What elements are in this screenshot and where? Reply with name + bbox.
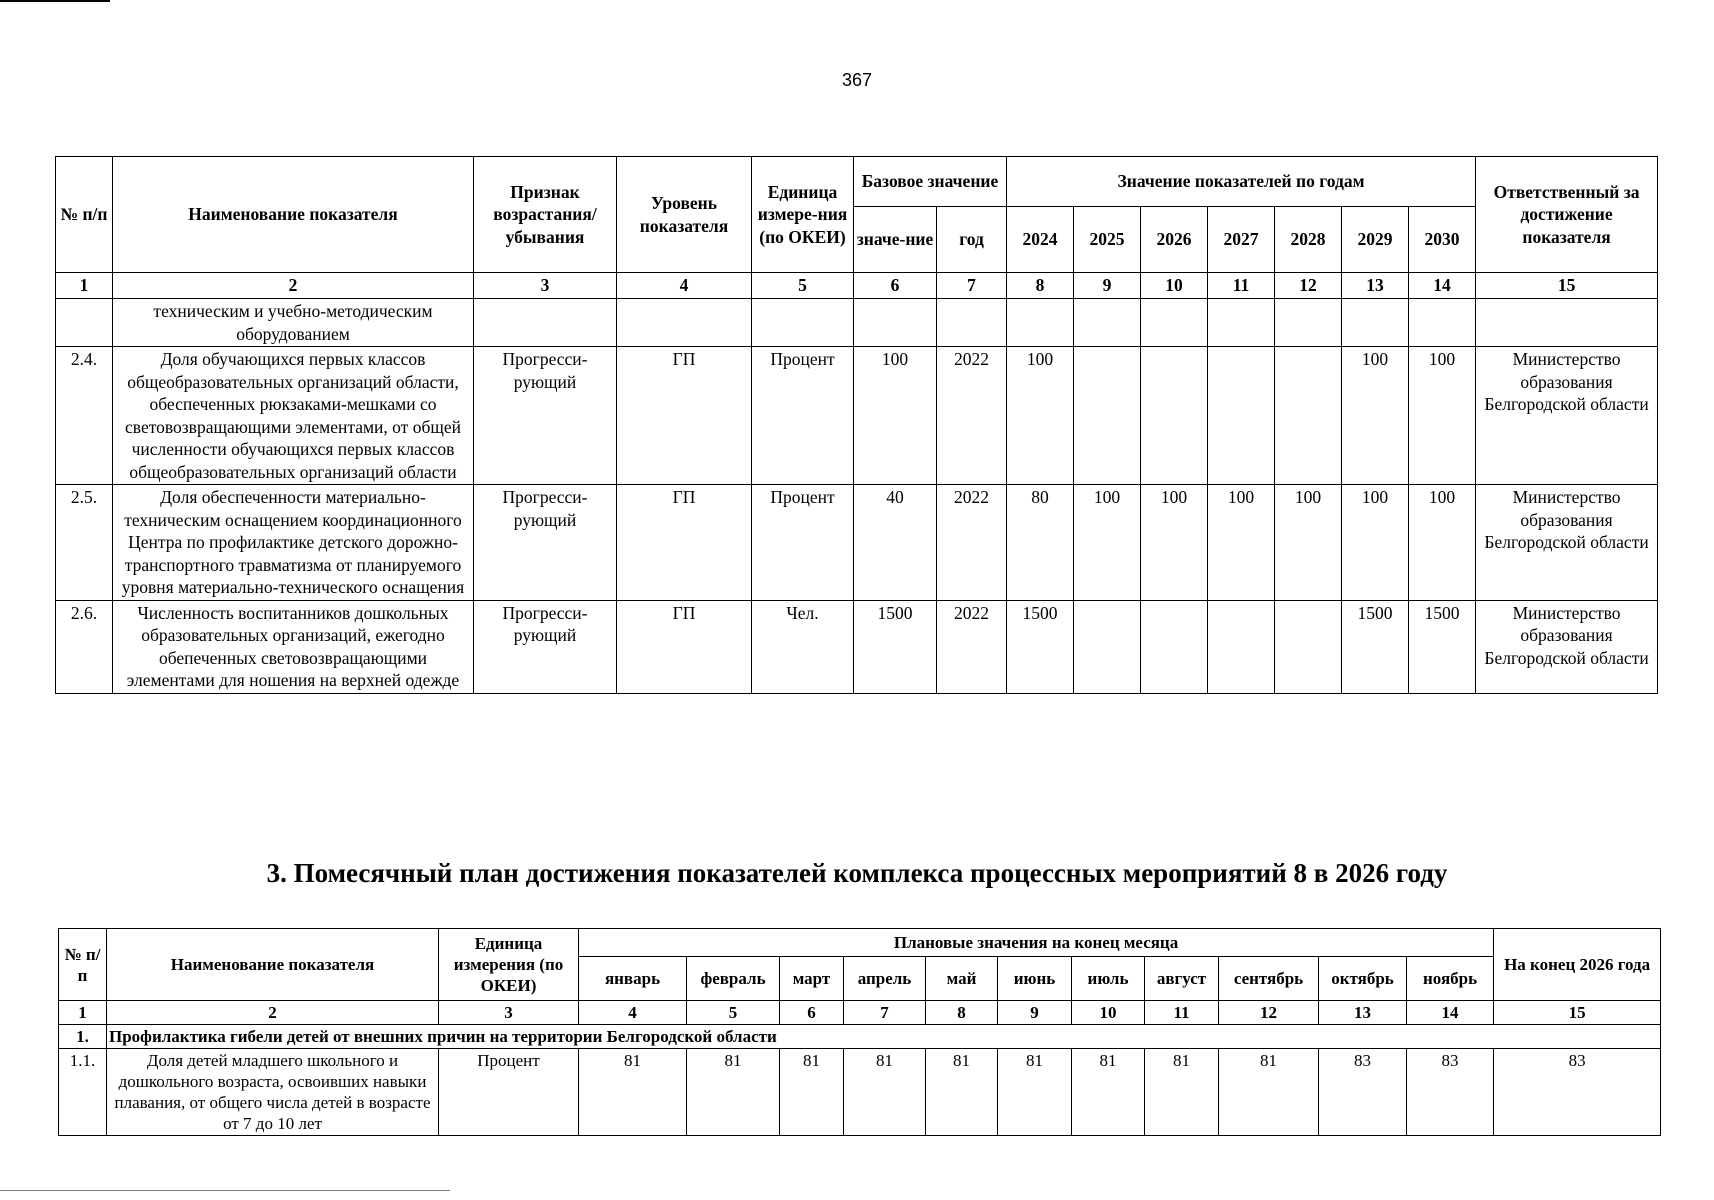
- row-2030: 100: [1409, 347, 1476, 485]
- header-base-year: год: [937, 207, 1007, 273]
- row-unit: Процент: [752, 485, 854, 601]
- row-name: Доля обучающихся первых классов общеобразовательных организаций области, обеспеченных рюкзаками-мешками со световозвращающими элементами, от общей численности обучающихся первых классов общеобразовательных организаций области: [113, 347, 474, 485]
- row-2024: 80: [1007, 485, 1074, 601]
- row-trend: Прогресси-рующий: [474, 600, 617, 693]
- header-month: сентябрь: [1219, 957, 1319, 1001]
- row-base-value: 40: [854, 485, 937, 601]
- row-num: 2.5.: [56, 485, 113, 601]
- column-number: 14: [1407, 1001, 1494, 1025]
- column-number: 2: [107, 1001, 439, 1025]
- monthly-plan-table: [58, 928, 1661, 1136]
- header-unit: Единица измерения (по ОКЕИ): [439, 929, 579, 1001]
- row-2029: 100: [1342, 485, 1409, 601]
- row-2028: [1275, 600, 1342, 693]
- scan-edge-mark: [0, 0, 110, 2]
- row-num: 2.4.: [56, 347, 113, 485]
- column-number: 8: [926, 1001, 998, 1025]
- indicators-table: [55, 156, 1658, 694]
- row-2028: 100: [1275, 485, 1342, 601]
- column-number: 9: [1074, 273, 1141, 299]
- row-num: 1.1.: [59, 1049, 107, 1136]
- row-base-year: 2022: [937, 600, 1007, 693]
- row-unit: Чел.: [752, 600, 854, 693]
- header-year: 2024: [1007, 207, 1074, 273]
- row-month-value: 81: [687, 1049, 780, 1136]
- row-2024: 1500: [1007, 600, 1074, 693]
- header-responsible: Ответственный за достижение показателя: [1476, 157, 1658, 273]
- row-2025: [1074, 347, 1141, 485]
- table-row: [56, 485, 1658, 601]
- row-trend: Прогресси-рующий: [474, 347, 617, 485]
- header-unit: Единица измере-ния (по ОКЕИ): [752, 157, 854, 273]
- column-number: 5: [687, 1001, 780, 1025]
- header-base-value: значе-ние: [854, 207, 937, 273]
- row-name: Доля обеспеченности материально-техническим оснащением координационного Центра по профилактике детского дорожно-транспортного травматизма от планируемого уровня материально-технического оснащения: [113, 485, 474, 601]
- header-month: апрель: [844, 957, 926, 1001]
- header-name: Наименование показателя: [107, 929, 439, 1001]
- column-number: 10: [1141, 273, 1208, 299]
- row-trend: Прогресси-рующий: [474, 485, 617, 601]
- column-number: 1: [56, 273, 113, 299]
- section-title: 3. Помесячный план достижения показателей комплекса процессных мероприятий 8 в 2026 году: [266, 858, 1448, 888]
- column-number: 13: [1342, 273, 1409, 299]
- header-year: 2026: [1141, 207, 1208, 273]
- column-number: 15: [1494, 1001, 1661, 1025]
- row-unit: Процент: [752, 347, 854, 485]
- row-level: ГП: [617, 600, 752, 693]
- column-number: 5: [752, 273, 854, 299]
- column-number: 4: [617, 273, 752, 299]
- column-number-row: [56, 273, 1658, 299]
- scan-edge-mark: [0, 1190, 450, 1191]
- table-row: [59, 1049, 1661, 1136]
- row-2027: [1208, 600, 1275, 693]
- column-number: 12: [1275, 273, 1342, 299]
- column-number: 1: [59, 1001, 107, 1025]
- column-number: 9: [998, 1001, 1072, 1025]
- row-name: Численность воспитанников дошкольных образовательных организаций, ежегодно обепеченных световозвращающими элементами для ношения на верхней одежде: [113, 600, 474, 693]
- header-planned: Плановые значения на конец месяца: [579, 929, 1494, 957]
- row-responsible: Министерство образования Белгородской области: [1476, 347, 1658, 485]
- row-base-year: 2022: [937, 485, 1007, 601]
- row-month-value: 83: [1407, 1049, 1494, 1136]
- row-2027: 100: [1208, 485, 1275, 601]
- row-month-value: 81: [1145, 1049, 1219, 1136]
- header-month: июль: [1072, 957, 1145, 1001]
- continuation-text: техническим и учебно-методическим оборудованием: [113, 299, 474, 347]
- header-month: июнь: [998, 957, 1072, 1001]
- row-month-value: 81: [579, 1049, 687, 1136]
- header-month: август: [1145, 957, 1219, 1001]
- header-num: № п/п: [59, 929, 107, 1001]
- row-2025: 100: [1074, 485, 1141, 601]
- row-2030: 100: [1409, 485, 1476, 601]
- header-year-end: На конец 2026 года: [1494, 929, 1661, 1001]
- row-unit: Процент: [439, 1049, 579, 1136]
- header-by-years: Значение показателей по годам: [1007, 157, 1476, 207]
- header-level: Уровень показателя: [617, 157, 752, 273]
- row-2025: [1074, 600, 1141, 693]
- table-row: [56, 600, 1658, 693]
- header-month: февраль: [687, 957, 780, 1001]
- row-2024: 100: [1007, 347, 1074, 485]
- row-month-value: 81: [844, 1049, 926, 1136]
- header-year: 2025: [1074, 207, 1141, 273]
- column-number: 7: [937, 273, 1007, 299]
- row-2030: 1500: [1409, 600, 1476, 693]
- row-name: Доля детей младшего школьного и дошкольного возраста, освоивших навыки плавания, от общего числа детей в возрасте от 7 до 10 лет: [107, 1049, 439, 1136]
- row-base-value: 1500: [854, 600, 937, 693]
- row-month-value: 81: [1072, 1049, 1145, 1136]
- header-month: октябрь: [1319, 957, 1407, 1001]
- column-number: 3: [439, 1001, 579, 1025]
- column-number: 14: [1409, 273, 1476, 299]
- row-month-value: 81: [1219, 1049, 1319, 1136]
- column-number: 10: [1072, 1001, 1145, 1025]
- header-year: 2029: [1342, 207, 1409, 273]
- column-number: 12: [1219, 1001, 1319, 1025]
- row-month-value: 83: [1319, 1049, 1407, 1136]
- row-2026: [1141, 600, 1208, 693]
- column-number: 6: [854, 273, 937, 299]
- row-responsible: Министерство образования Белгородской области: [1476, 485, 1658, 601]
- row-2026: 100: [1141, 485, 1208, 601]
- row-2027: [1208, 347, 1275, 485]
- column-number: 7: [844, 1001, 926, 1025]
- column-number-row: [59, 1001, 1661, 1025]
- header-month: март: [780, 957, 844, 1001]
- row-2029: 1500: [1342, 600, 1409, 693]
- row-level: ГП: [617, 347, 752, 485]
- header-name: Наименование показателя: [113, 157, 474, 273]
- column-number: 2: [113, 273, 474, 299]
- page-number: 367: [841, 70, 873, 90]
- column-number: 3: [474, 273, 617, 299]
- table-row: [56, 347, 1658, 485]
- header-month: январь: [579, 957, 687, 1001]
- row-num: 2.6.: [56, 600, 113, 693]
- row-month-value: 81: [926, 1049, 998, 1136]
- column-number: 8: [1007, 273, 1074, 299]
- header-year: 2030: [1409, 207, 1476, 273]
- header-month: ноябрь: [1407, 957, 1494, 1001]
- row-2029: 100: [1342, 347, 1409, 485]
- row-month-value: 81: [998, 1049, 1072, 1136]
- header-year: 2028: [1275, 207, 1342, 273]
- continuation-row: [56, 299, 1658, 347]
- row-responsible: Министерство образования Белгородской области: [1476, 600, 1658, 693]
- column-number: 4: [579, 1001, 687, 1025]
- column-number: 11: [1208, 273, 1275, 299]
- row-2028: [1275, 347, 1342, 485]
- row-level: ГП: [617, 485, 752, 601]
- section-row: [59, 1025, 1661, 1049]
- header-trend: Признак возрастания/ убывания: [474, 157, 617, 273]
- section-row-title: Профилактика гибели детей от внешних причин на территории Белгородской области: [107, 1025, 1661, 1049]
- row-base-year: 2022: [937, 347, 1007, 485]
- row-2026: [1141, 347, 1208, 485]
- header-num: № п/п: [56, 157, 113, 273]
- column-number: 6: [780, 1001, 844, 1025]
- header-year: 2027: [1208, 207, 1275, 273]
- column-number: 13: [1319, 1001, 1407, 1025]
- header-month: май: [926, 957, 998, 1001]
- section-num: 1.: [59, 1025, 107, 1049]
- column-number: 15: [1476, 273, 1658, 299]
- header-base: Базовое значение: [854, 157, 1007, 207]
- row-year-end: 83: [1494, 1049, 1661, 1136]
- row-base-value: 100: [854, 347, 937, 485]
- row-month-value: 81: [780, 1049, 844, 1136]
- column-number: 11: [1145, 1001, 1219, 1025]
